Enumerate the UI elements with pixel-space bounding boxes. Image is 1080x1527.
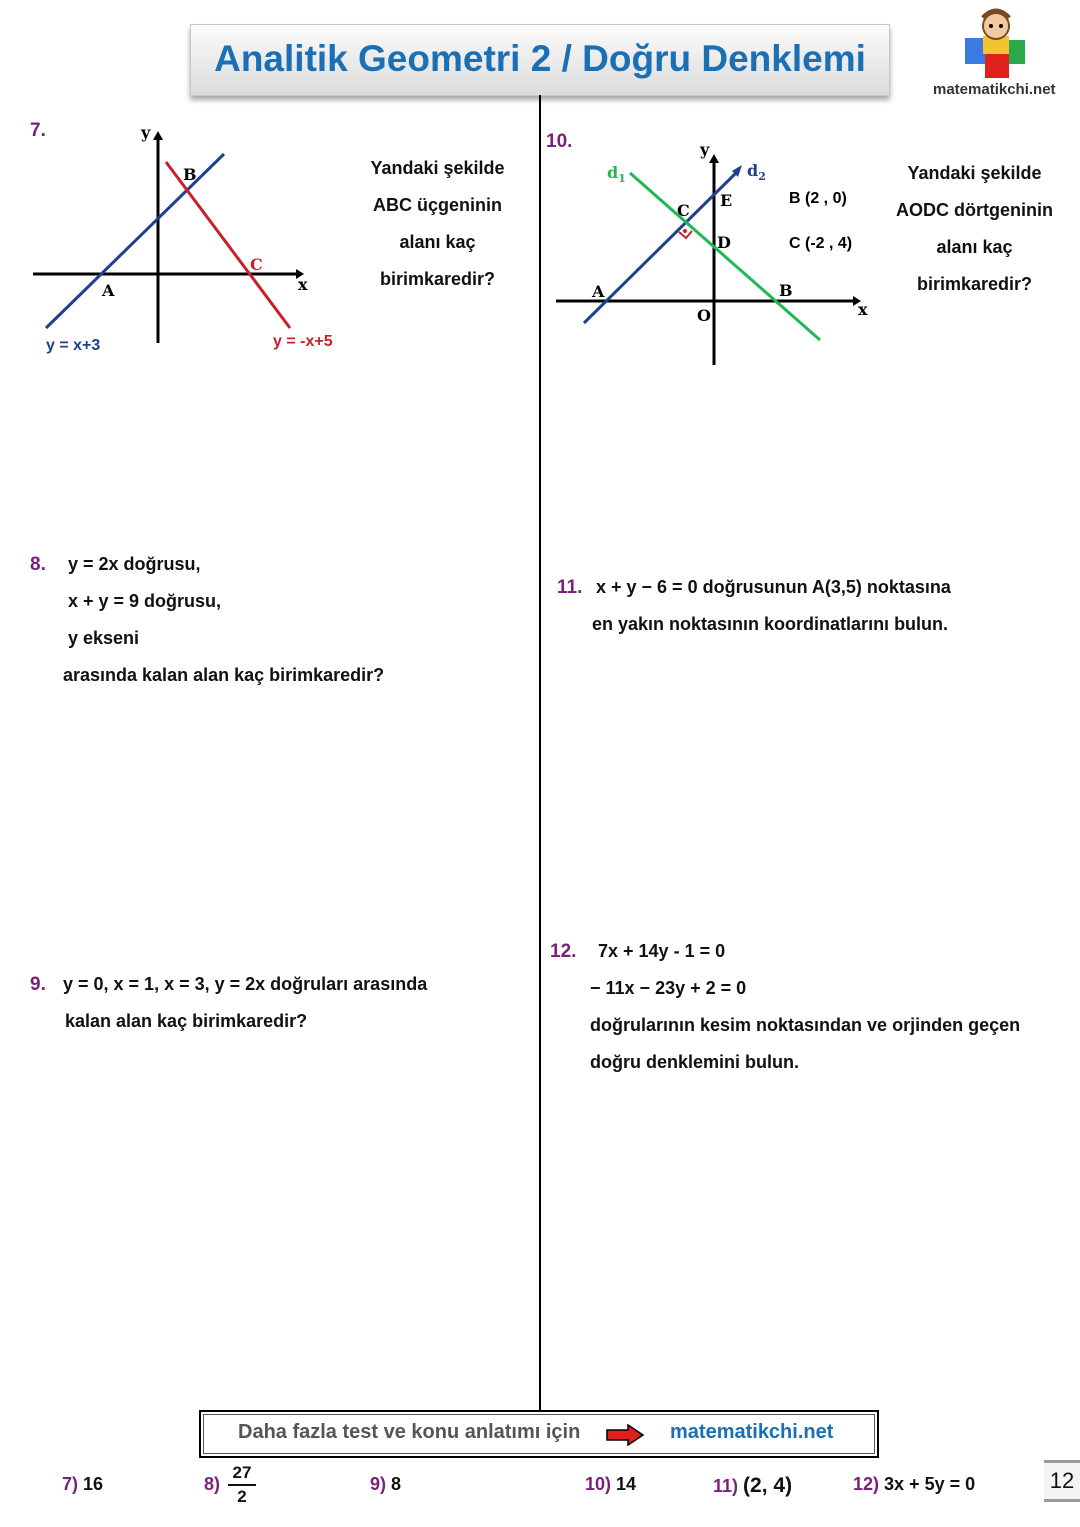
q10-point-o: O (697, 306, 711, 325)
q10-text-line: birimkaredir? (916, 274, 1033, 294)
answer-10: 10) 14 (585, 1474, 637, 1494)
answer-8-numerator: 27 (232, 1463, 252, 1482)
arrow-right-icon (606, 1424, 644, 1446)
q10-text (882, 155, 1067, 303)
q10-point-a: A (592, 282, 605, 301)
q12-line1: 7x + 14y - 1 = 0 (598, 941, 726, 961)
logo-block-red (985, 52, 1009, 78)
logo-eye-right (999, 24, 1003, 28)
answer-8-fraction (228, 1463, 256, 1507)
logo-mascot-icon (955, 8, 1045, 80)
q10-point-c: C (677, 201, 690, 220)
q7-text-line: alanı kaç (399, 232, 476, 252)
q10-x-label: x (858, 300, 868, 319)
q7-y-label: y (141, 123, 151, 142)
q10-text-line: alanı kaç (936, 237, 1013, 257)
q10-point-e: E (720, 191, 733, 210)
q9-line2: kalan alan kaç birimkaredir? (65, 1011, 308, 1031)
q10-y-arrow-icon (709, 154, 719, 163)
logo-eye-left (989, 24, 993, 28)
q11-number: 11. (557, 577, 583, 598)
logo-text: matematikchi.net (933, 81, 1056, 98)
q7-text-line: Yandaki şekilde (370, 158, 505, 178)
q10-text-line: AODC dörtgeninin (896, 200, 1053, 220)
q12-line3: doğrularının kesim noktasından ve orjinden geçen (590, 1015, 1021, 1035)
q9-number: 9. (30, 974, 46, 995)
q7-number: 7. (30, 120, 46, 141)
q10-number: 10. (546, 131, 573, 152)
q7-point-b: B (183, 165, 197, 184)
q10-coord-c: C (-2 , 4) (789, 235, 853, 252)
q10-coord-b: B (2 , 0) (789, 190, 847, 207)
q8-number: 8. (30, 554, 46, 575)
fraction-bar (228, 1484, 256, 1486)
q7-text-line: ABC üçgeninin (373, 195, 502, 215)
q10-graph (548, 135, 878, 370)
answer-9: 9) 8 (370, 1474, 402, 1494)
q8-line2: x + y = 9 doğrusu, (68, 591, 222, 611)
answer-7: 7) 16 (62, 1474, 104, 1494)
q10-point-b: B (779, 281, 793, 300)
q10-d1-label: $d_1$ (607, 163, 626, 185)
page-number: 12 (1049, 1468, 1075, 1493)
footer-text: Daha fazla test ve konu anlatımı için (238, 1421, 581, 1443)
q12-line4: doğru denklemini bulun. (590, 1052, 799, 1072)
q9-line1: y = 0, x = 1, x = 3, y = 2x doğruları arasında (63, 974, 428, 994)
answer-8-denominator: 2 (237, 1487, 247, 1506)
q7-graph (28, 118, 368, 358)
column-divider (539, 95, 541, 1413)
q10-point-d: D (717, 233, 731, 252)
q11-line1: x + y − 6 = 0 doğrusunun A(3,5) noktasına (596, 577, 951, 597)
q12-number: 12. (550, 941, 577, 962)
q8-line3: y ekseni (68, 628, 140, 648)
page-title: Analitik Geometri 2 / Doğru Denklemi (214, 38, 866, 79)
q7-text (355, 150, 520, 298)
q7-line-red (166, 162, 290, 328)
q10-y-label: y (700, 140, 710, 159)
q7-y-arrow-icon (153, 131, 163, 140)
q7-line2-label: y = -x+5 (273, 333, 333, 350)
answer-11: 11) (2, 4) (713, 1474, 793, 1497)
q7-line1-label: y = x+3 (46, 337, 101, 354)
q8-line1: y = 2x doğrusu, (68, 554, 201, 574)
q11-line2: en yakın noktasının koordinatlarını bulun. (592, 614, 949, 634)
q8-line4: arasında kalan alan kaç birimkaredir? (63, 665, 385, 685)
q10-text-line: Yandaki şekilde (907, 163, 1042, 183)
answer-8-label: 8) (204, 1474, 221, 1494)
answer-12: 12) 3x + 5y = 0 (853, 1474, 976, 1494)
q7-point-a: A (102, 281, 115, 300)
q7-text-line: birimkaredir? (379, 269, 496, 289)
q7-point-c: C (250, 255, 263, 274)
q7-line-blue (46, 154, 224, 328)
q10-right-angle-dot-icon (683, 229, 687, 233)
q7-x-label: x (298, 275, 308, 294)
q10-d2-label: $d_2$ (747, 161, 766, 183)
q12-line2: − 11x − 23y + 2 = 0 (590, 978, 747, 998)
footer-link[interactable]: matematikchi.net (670, 1421, 834, 1443)
